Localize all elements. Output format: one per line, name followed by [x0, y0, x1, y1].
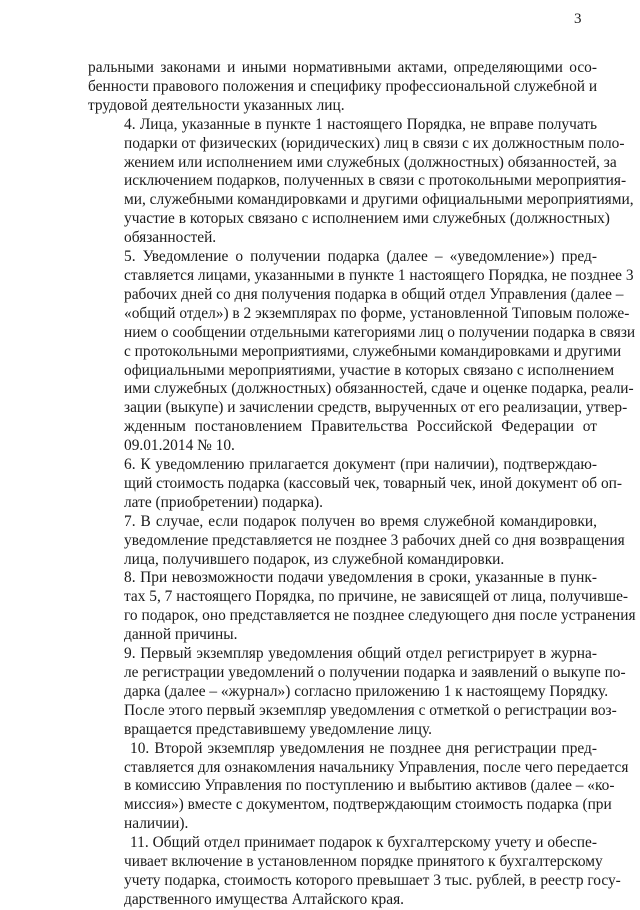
- text-line: 5. Уведомление о получении подарка (далее – «уведомление») пред-: [124, 248, 597, 266]
- text-line: миссия») вместе с документом, подтверждающим стоимость подарка (при: [124, 796, 612, 814]
- text-line: с протокольными мероприятиями, служебными командировками и другими: [124, 342, 622, 360]
- page-number: 3: [574, 11, 582, 27]
- text-line: трудовой деятельности указанных лиц.: [88, 96, 345, 114]
- paragraph-item-8: [88, 569, 636, 645]
- text-line: щий стоимость подарка (кассовый чек, товарный чек, иной документ об оп-: [124, 474, 623, 492]
- text-line: 09.01.2014 № 10.: [124, 437, 235, 455]
- text-line: 10. Второй экземпляр уведомления не позднее дня регистрации пред-: [130, 739, 597, 757]
- text-line: вращается представившему уведомление лицу.: [124, 720, 432, 738]
- text-line: 8. При невозможности подачи уведомления в сроки, указанные в пунк-: [124, 569, 597, 587]
- text-line: го подарок, оно представляется не позднее следующего дня после устранения: [124, 607, 636, 625]
- paragraph-continuation: [88, 59, 597, 116]
- paragraph-item-7: [88, 512, 625, 570]
- text-line: участие в которых связано с исполнением ими служебных (должностных): [124, 210, 610, 228]
- text-line: уведомление представляется не позднее 3 рабочих дней со дня возвращения: [124, 531, 625, 549]
- document-body: [88, 59, 636, 910]
- paragraph-item-6: [88, 456, 623, 513]
- text-line: лате (приобретении) подарка).: [124, 493, 323, 511]
- text-line: 11. Общий отдел принимает подарок к бухгалтерскому учету и обеспе-: [130, 834, 597, 852]
- paragraph-item-10: [88, 739, 629, 835]
- paragraph-item-5: [88, 248, 636, 456]
- text-line: ле регистрации уведомлений о получении подарка и заявлений о выкупе по-: [124, 664, 626, 681]
- text-line: лица, получившего подарок, из служебной командировки.: [124, 550, 505, 568]
- text-line: ми, служебными командировками и другими официальными мероприятиями,: [124, 191, 634, 209]
- paragraph-item-11: [88, 834, 621, 910]
- text-line: рабочих дней со дня получения подарка в общий отдел Управления (далее –: [124, 285, 624, 303]
- paragraph-item-4: [88, 115, 634, 248]
- text-line: ральными законами и иными нормативными актами, определяющими осо-: [88, 59, 597, 76]
- text-line: 6. К уведомлению прилагается документ (при наличии), подтверждаю-: [124, 456, 597, 474]
- text-line: ставляется для ознакомления начальнику Управления, после чего передается: [124, 758, 629, 776]
- text-line: ими служебных (должностных) обязанностей, сдаче и оценке подарка, реали-: [124, 380, 634, 398]
- paragraph-item-9: [88, 645, 626, 740]
- text-line: 4. Лица, указанные в пункте 1 настоящего Порядка, не вправе получать: [124, 115, 597, 133]
- text-line: «общий отдел») в 2 экземплярах по форме, установленной Типовым положе-: [124, 304, 630, 322]
- text-line: нием о сообщении отдельными категориями лиц о получении подарка в связи: [124, 323, 636, 341]
- text-line: 7. В случае, если подарок получен во время служебной командировки,: [124, 512, 597, 530]
- text-line: исключением подарков, полученных в связи с протокольными мероприятия-: [124, 172, 627, 190]
- text-line: в комиссию Управления по поступлению и выбытию активов (далее – «ко-: [124, 777, 615, 795]
- text-line: наличии).: [124, 815, 189, 833]
- text-line: учету подарка, стоимость которого превышает 3 тыс. рублей, в реестр госу-: [124, 871, 621, 889]
- text-line: 9. Первый экземпляр уведомления общий отдел регистрирует в журна-: [124, 645, 597, 663]
- text-line: ставляется лицами, указанными в пункте 1 настоящего Порядка, не позднее 3: [124, 266, 634, 284]
- text-line: дарка (далее – «журнал») согласно приложению 1 к настоящему Порядку.: [124, 682, 609, 700]
- text-line: бенности правового положения и специфику профессиональной служебной и: [88, 77, 598, 95]
- text-line: обязанностей.: [124, 229, 217, 247]
- text-line: данной причины.: [124, 626, 238, 644]
- text-line: После этого первый экземпляр уведомления с отметкой о регистрации воз-: [124, 701, 617, 719]
- text-line: тах 5, 7 настоящего Порядка, по причине, не зависящей от лица, получивше-: [124, 588, 629, 606]
- text-line: официальными мероприятиями, участие в которых связано с исполнением: [124, 361, 615, 379]
- text-line: жением или исполнением ими служебных (должностных) обязанностей, за: [124, 153, 617, 171]
- text-line: подарки от физических (юридических) лиц в связи с их должностным поло-: [124, 134, 625, 152]
- text-line: зации (выкупе) и зачислении средств, вырученных от его реализации, утвер-: [124, 399, 628, 417]
- text-line: жденным постановлением Правительства Российской Федерации от: [124, 418, 597, 436]
- text-line: дарственного имущества Алтайского края.: [124, 890, 404, 908]
- text-line: чивает включение в установленном порядке принятого к бухгалтерскому: [124, 853, 603, 871]
